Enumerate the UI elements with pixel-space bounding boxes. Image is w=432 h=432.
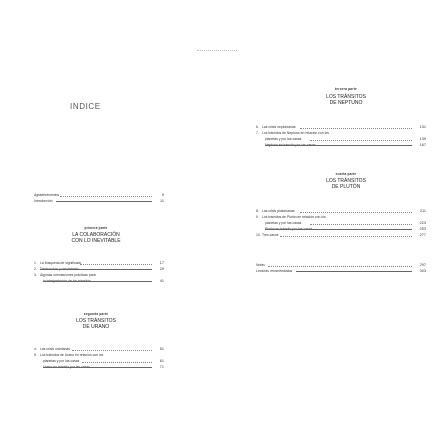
part1-label: primera parte [84,226,108,230]
toc-entry-ch3[interactable]: 3. Algunas orientaciones prácticas para [34,273,96,277]
part3-title: LOS TRÁNSITOS DE NEPTUNO [326,94,366,106]
toc-entry-ch5[interactable]: 5. Los tránsitos de Urano en relación con los [34,353,104,357]
toc-entry-notes[interactable]: Notas 297 [256,263,426,267]
toc-entry-ch7-cont[interactable]: planetas y por las casas 139 [265,137,426,141]
back-matter-list [256,262,426,274]
toc-entry-ch6[interactable]: 6. Las crisis neptunianas 131 [256,125,426,129]
toc-entry-ch5-houses[interactable]: Urano en tránsito por las casas 71 [43,365,164,369]
toc-entry-ch7[interactable]: 7. Los tránsitos de Neptuno en relación con los [256,131,329,135]
toc-entry-ch7-houses[interactable]: Neptuno en tránsito por las casas 167 [265,143,426,147]
part2-title: LOS TRÁNSITOS DE URANO [76,318,116,330]
part1-title: LA COLABORACIÓN CON LO INEVITABLE [71,232,121,244]
index-heading: INDICE [70,102,101,111]
toc-entry-ch5-cont[interactable]: planetas y por las casas 61 [43,359,164,363]
toc-entry-ch8[interactable]: 8. Las crisis plutonianas 211 [256,209,426,213]
part2-label: segunda parte [83,312,109,316]
toc-entry-ch9-houses[interactable]: Plutón en tránsito por las casas 253 [265,227,426,231]
part4-toc [256,208,426,238]
toc-entry-ch10[interactable]: 10. Tres casos 277 [256,233,426,237]
right-page [216,0,432,432]
part1-toc [34,260,164,284]
part2-toc [34,346,164,370]
part4-title: LOS TRÁNSITOS DE PLUTÓN [326,178,366,190]
part4-label: cuarta parte [335,172,357,176]
toc-entry-front-1[interactable]: Agradecimientos 9 [34,193,164,197]
part3-label: tercera parte [335,87,357,91]
toc-entry-ch9-cont[interactable]: planetas y por las casas 223 [265,221,426,225]
toc-entry-ch2[interactable]: 2. Destrucción y crecimiento 29 [34,267,164,271]
front-matter-list [34,192,164,204]
toc-entry-ch4[interactable]: 4. Las crisis uranianas 51 [34,347,164,351]
toc-entry-ch9[interactable]: 9. Los tránsitos de Plutón en relación con los [256,215,326,219]
toc-entry-ch1[interactable]: 1. La búsqueda de significado 17 [34,261,164,265]
toc-entry-ch3-cont[interactable]: la interpretación de los tránsitos 41 [43,279,164,283]
part3-toc [256,124,426,148]
toc-entry-front-2[interactable]: Introducción 11 [34,199,164,203]
toc-entry-reading[interactable]: Lecturas recomendadas 303 [256,269,426,273]
